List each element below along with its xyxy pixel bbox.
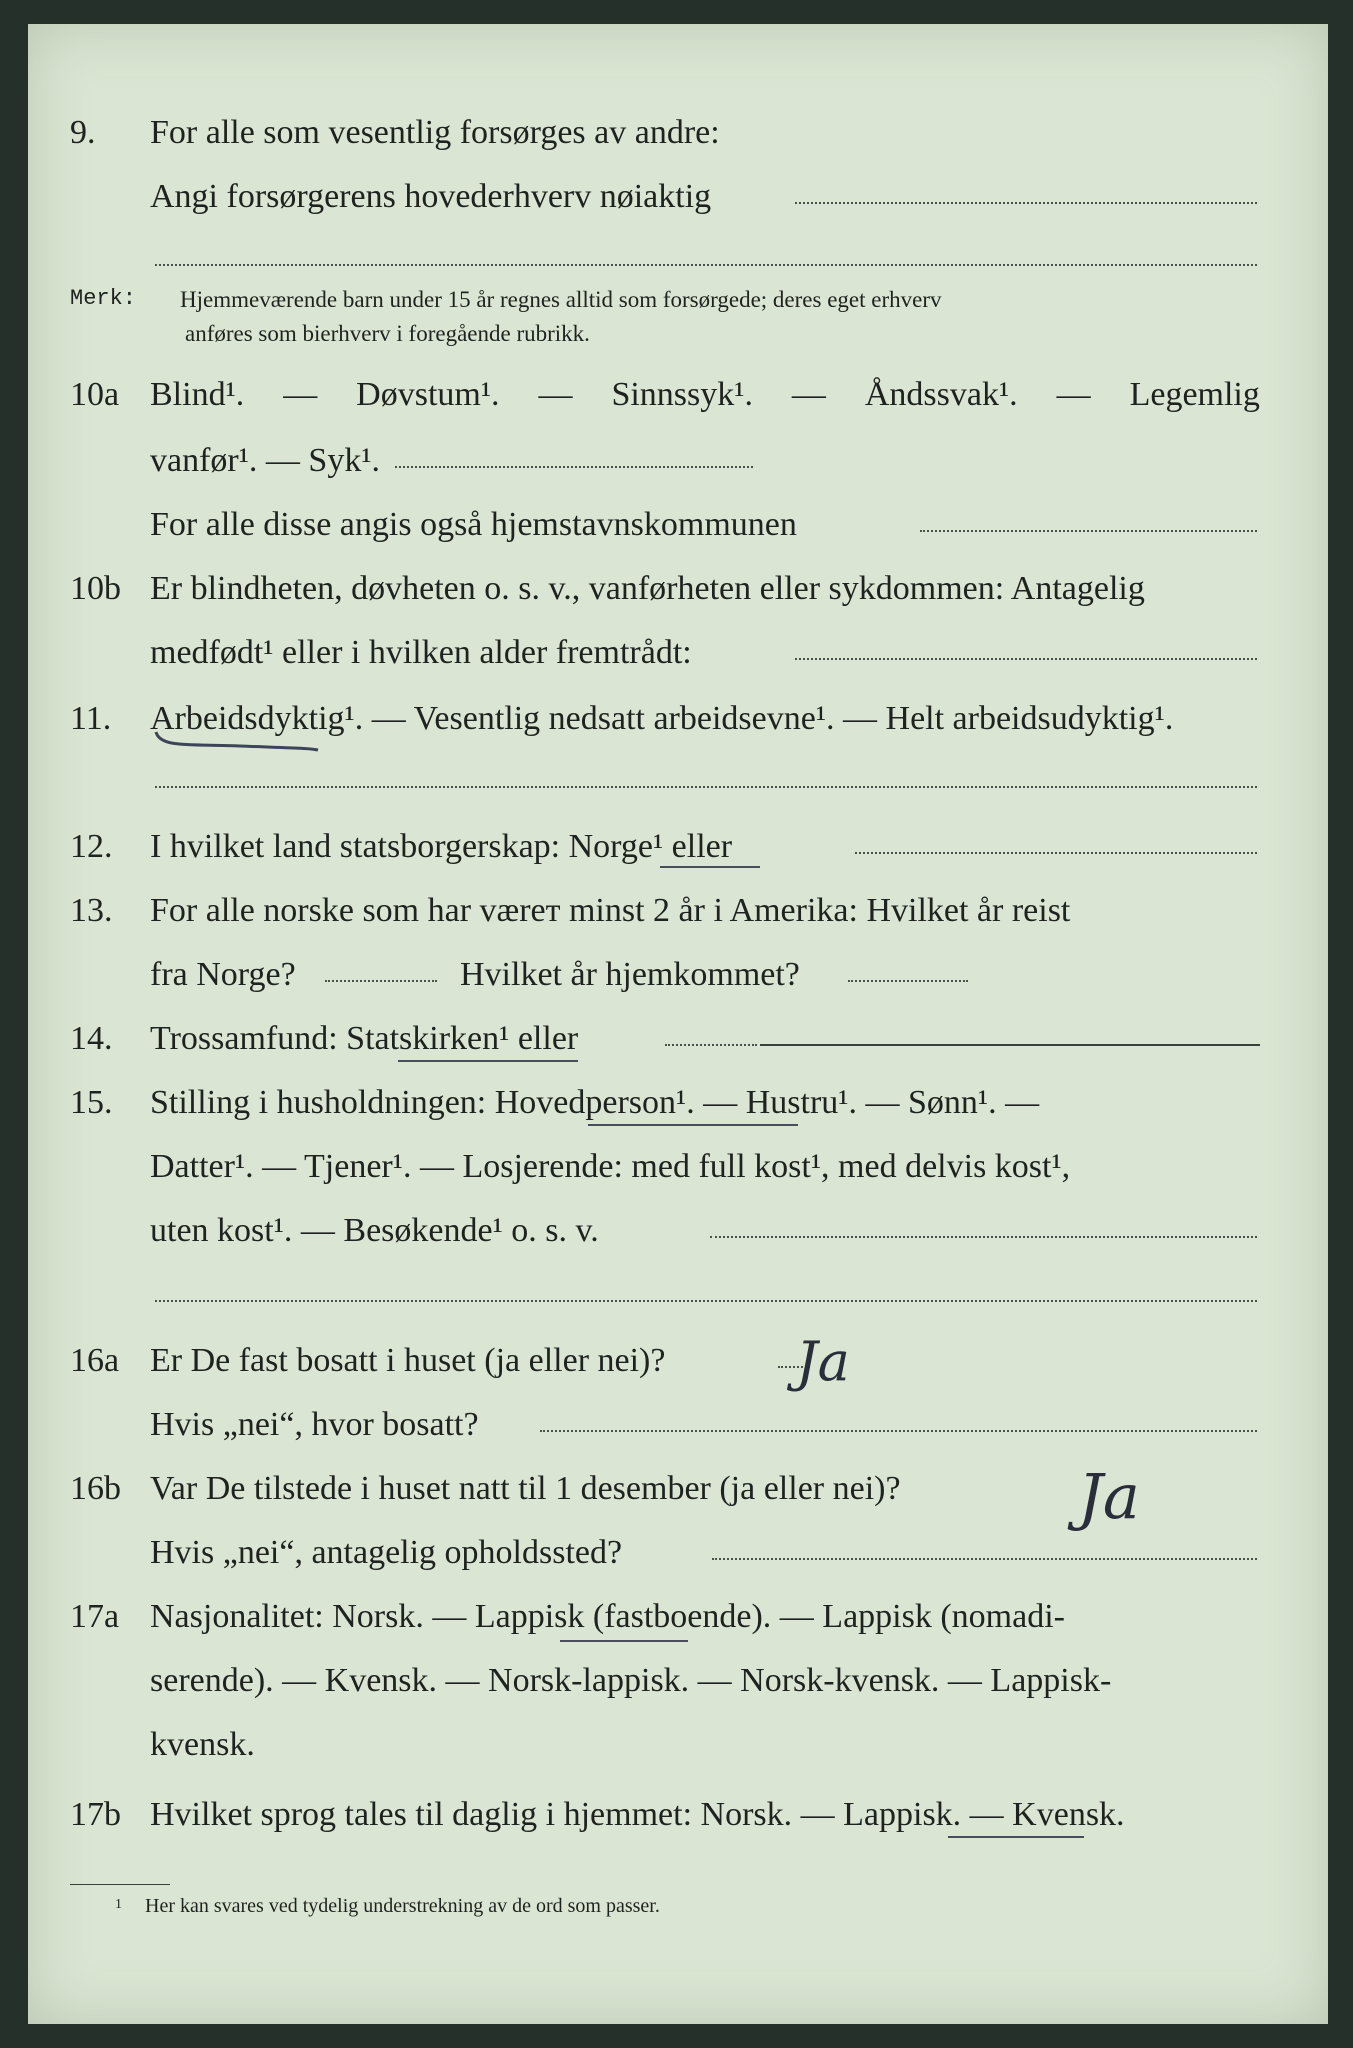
q16a-text2: Hvis „nei“, hvor bosatt?: [150, 1406, 479, 1443]
q11-number: 11.: [70, 700, 112, 737]
q13-text2a: fra Norge?: [150, 956, 296, 993]
q9-text: For alle som vesentlig forsørges av andre:: [150, 114, 720, 151]
q11-answer-line[interactable]: [155, 786, 1257, 788]
q15-text: Stilling i husholdningen: Hovedperson¹. — Hustru¹. — Sønn¹. —: [150, 1084, 1040, 1121]
q17a-text3: kvensk.: [150, 1726, 255, 1763]
q10a-dash3: —: [791, 376, 826, 413]
q12-answer-line[interactable]: [855, 852, 1257, 854]
footnote-mark: 1: [115, 1897, 122, 1912]
q14-answer-line-b[interactable]: [760, 1044, 1260, 1046]
q9-text2: Angi forsørgerens hovederhverv nøiaktig: [150, 178, 712, 215]
q13-number: 13.: [70, 892, 113, 929]
q14-text: Trossamfund: Statskirken¹ eller: [150, 1020, 579, 1057]
q10a-hjemstavn-line[interactable]: [920, 530, 1257, 532]
merk-label: Merk:: [70, 286, 137, 311]
q17a-lappisk-underline: [560, 1640, 688, 1642]
q16a-text: Er De fast bosatt i huset (ja eller nei)?: [150, 1342, 666, 1379]
q13-text2b: Hvilket år hjemkommet?: [460, 956, 800, 993]
q10b-text: Er blindheten, døvheten o. s. v., vanførheten eller sykdommen: Antagelig: [150, 570, 1145, 607]
q10a-dash4: —: [1056, 376, 1091, 413]
q12-norge-underline: [660, 866, 760, 868]
q17b-number: 17b: [70, 1796, 121, 1833]
q16b-number: 16b: [70, 1470, 121, 1507]
q10b-text2: medfødt¹ eller i hvilken alder fremtrådt:: [150, 634, 692, 671]
q17a-text: Nasjonalitet: Norsk. — Lappisk (fastboende). — Lappisk (nomadi-: [150, 1598, 1065, 1635]
q16b-text: Var De tilstede i huset natt til 1 desember (ja eller nei)?: [150, 1470, 901, 1507]
q11-text: Arbeidsdyktig¹. — Vesentlig nedsatt arbeidsevne¹. — Helt arbeidsudyktig¹.: [150, 700, 1174, 737]
q10a-dash1: —: [283, 376, 318, 413]
q13-text: For alle norske som har væreт minst 2 år i Amerika: Hvilket år reist: [150, 892, 1071, 929]
q14-answer-line-a[interactable]: [665, 1044, 757, 1046]
q16b-opholdssted-line[interactable]: [712, 1558, 1257, 1560]
q15-hovedperson-underline: [588, 1124, 798, 1126]
q9-answer-line[interactable]: [795, 202, 1257, 204]
q17a-number: 17a: [70, 1598, 120, 1635]
q16b-text2: Hvis „nei“, antagelig opholdssted?: [150, 1534, 623, 1571]
q14-statskirken-underline: [398, 1060, 578, 1062]
q17b-text: Hvilket sprog tales til daglig i hjemmet: Norsk. — Lappisk. — Kvensk.: [150, 1796, 1125, 1833]
q10b-number: 10b: [70, 570, 121, 607]
q12-number: 12.: [70, 828, 113, 865]
q9-answer-line-2[interactable]: [155, 264, 1257, 266]
q17a-text2: serende). — Kvensk. — Norsk-lappisk. — Norsk-kvensk. — Lappisk-: [150, 1662, 1112, 1699]
q12-text: I hvilket land statsborgerskap: Norge¹ eller: [150, 828, 733, 865]
q10b-answer-line[interactable]: [795, 658, 1257, 660]
q9-number: 9.: [70, 114, 96, 151]
q16a-bosatt-line[interactable]: [540, 1430, 1257, 1432]
q10a-opt-sinnssyk: Sinnssyk¹.: [611, 376, 753, 413]
q15-answer-line-2[interactable]: [155, 1300, 1257, 1302]
q15-number: 15.: [70, 1084, 113, 1121]
q14-number: 14.: [70, 1020, 113, 1057]
footnote-separator: [70, 1884, 170, 1885]
q10a-opt-andssvak: Åndssvak¹.: [864, 376, 1018, 413]
q13-reist-line[interactable]: [325, 980, 437, 982]
q11-handwritten-underline: [150, 728, 330, 752]
q16a-handwritten-answer: Ja: [796, 1330, 850, 1393]
q10a-number: 10a: [70, 376, 120, 413]
q10a-dash2: —: [538, 376, 573, 413]
q10a-text3: For alle disse angis også hjemstavnskommunen: [150, 506, 797, 543]
merk-text2: anføres som bierhverv i foregående rubrikk.: [185, 321, 590, 346]
q10a-opt-legemlig: Legemlig: [1129, 376, 1260, 413]
q15-text2: Datter¹. — Tjener¹. — Losjerende: med full kost¹, med delvis kost¹,: [150, 1148, 1071, 1185]
q10a-opt-dovstum: Døvstum¹.: [356, 376, 500, 413]
footnote-text: Her kan svares ved tydelig understrekning av de ord som passer.: [145, 1895, 660, 1917]
q17b-lappisk-underline: [948, 1836, 1084, 1838]
q16b-handwritten-answer: Ja: [1078, 1460, 1140, 1533]
q10a-text2: vanfør¹. — Syk¹.: [150, 442, 381, 479]
q15-answer-line[interactable]: [710, 1236, 1257, 1238]
q10a-opt-blind: Blind¹.: [150, 376, 245, 413]
q15-text3: uten kost¹. — Besøkende¹ o. s. v.: [150, 1212, 599, 1249]
q10a-syk-line[interactable]: [395, 466, 753, 468]
q16a-number: 16a: [70, 1342, 120, 1379]
merk-text1: Hjemmeværende barn under 15 år regnes alltid som forsørgede; deres eget erhverv: [180, 287, 942, 312]
q13-hjemkommet-line[interactable]: [848, 980, 968, 982]
q10a-options: [150, 378, 1260, 412]
